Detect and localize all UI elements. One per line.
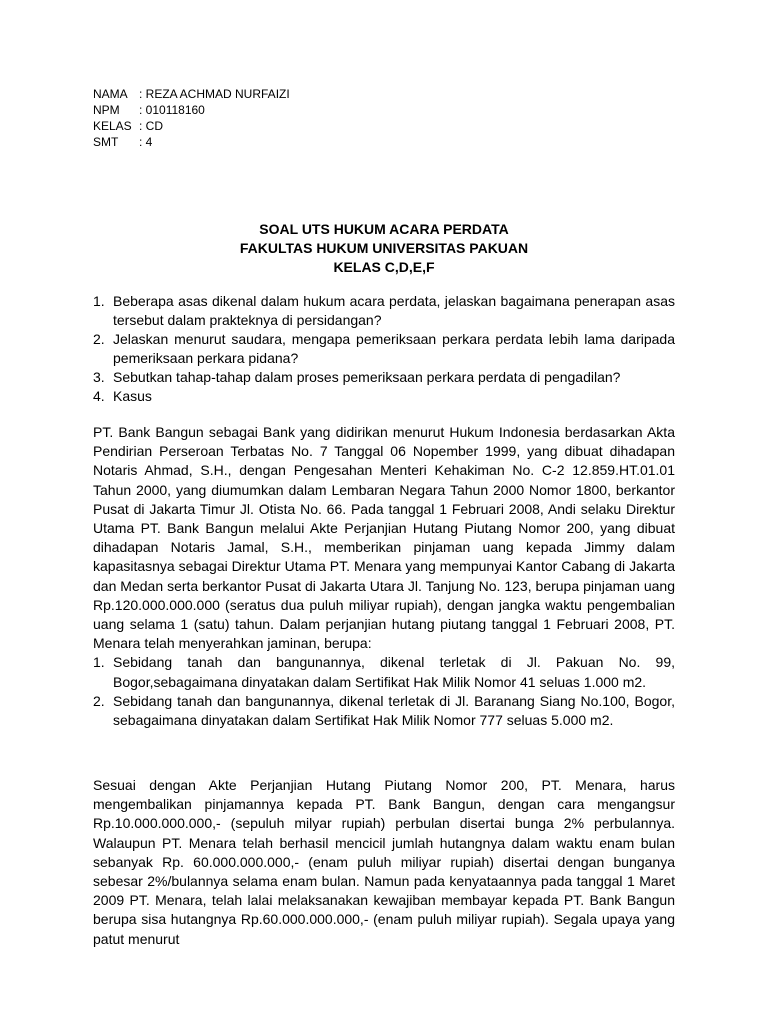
identity-row-name <box>93 86 290 102</box>
title-line-2: FAKULTAS HUKUM UNIVERSITAS PAKUAN <box>239 240 529 256</box>
identity-row-npm <box>93 102 290 118</box>
identity-label: NAMA <box>93 87 128 101</box>
collateral-item <box>93 653 675 691</box>
identity-label: SMT <box>93 135 119 149</box>
question-text: Sebutkan tahap-tahap dalam proses pemeriksaan perkara perdata di pengadilan? <box>113 369 621 385</box>
question-number: 4. <box>93 388 105 404</box>
question-text: Beberapa asas dikenal dalam hukum acara perdata, jelaskan bagaimana penerapan asas tersebut dalam prakteknya di persidangan? <box>113 293 675 328</box>
title-line-1: SOAL UTS HUKUM ACARA PERDATA <box>259 221 509 237</box>
question-list <box>93 292 675 406</box>
question-text: Jelaskan menurut saudara, mengapa pemeriksaan perkara perdata lebih lama daripada pemeriksaan perkara pidana? <box>113 331 675 366</box>
question-item <box>93 330 675 368</box>
question-item <box>93 387 675 406</box>
identity-row-semester <box>93 134 290 150</box>
question-number: 2. <box>93 331 105 347</box>
title-line-3: KELAS C,D,E,F <box>333 259 435 275</box>
question-number: 1. <box>93 293 105 309</box>
identity-value: : REZA ACHMAD NURFAIZI <box>139 87 290 101</box>
question-number: 3. <box>93 369 105 385</box>
identity-value: : 010118160 <box>139 103 205 117</box>
identity-label: NPM <box>93 103 120 117</box>
collateral-text: Sebidang tanah dan bangunannya, dikenal terletak di Jl. Baranang Siang No.100, Bogor, sebagaimana dinyatakan dalam Sertifikat Hak Milik Nomor 777 seluas 5.000 m2. <box>113 692 675 729</box>
identity-value: : CD <box>139 119 163 133</box>
question-item <box>93 368 675 387</box>
identity-row-class <box>93 118 290 134</box>
student-identity <box>93 86 290 150</box>
case-paragraph-2: Sesuai dengan Akte Perjanjian Hutang Piutang Nomor 200, PT. Menara, harus mengembalikan pinjamannya kepada PT. Bank Bangun, dengan cara mengangsur Rp.10.000.000.000,- (sepuluh milyar rupiah) perbulan disertai bunga 2% perbulannya. Walaupun PT. Menara telah berhasil mencicil jumlah hutangnya dalam waktu enam bulan sebanyak Rp. 60.000.000.000,- (enam puluh miliyar rupiah) disertai dengan bunganya sebesar 2%/bulannya selama enam bulan. Namun pada kenyataannya pada tanggal 1 Maret 2009 PT. Menara, telah lalai melaksanakan kewajiban membayar kepada PT. Bank Bangun berupa sisa hutangnya Rp.60.000.000.000,- (enam puluh miliyar rupiah). Segala upaya yang patut menurut <box>93 777 675 947</box>
collateral-number: 2. <box>93 692 105 709</box>
exam-title <box>93 220 675 277</box>
collateral-text: Sebidang tanah dan bangunannya, dikenal terletak di Jl. Pakuan No. 99, Bogor,sebagaimana dinyatakan dalam Sertifikat Hak Milik Nomor 41 seluas 1.000 m2. <box>113 654 675 690</box>
identity-label: KELAS <box>93 119 132 133</box>
collateral-number: 1. <box>93 654 105 671</box>
question-item <box>93 292 675 330</box>
case-section <box>93 423 675 730</box>
identity-value: : 4 <box>139 135 153 149</box>
question-text: Kasus <box>113 388 152 404</box>
case-paragraph-1: PT. Bank Bangun sebagai Bank yang didirikan menurut Hukum Indonesia berdasarkan Akta Pendirian Perseroan Terbatas No. 7 Tanggal 06 Nopember 1999, yang dibuat dihadapan Notaris Ahmad, S.H., dengan Pengesahan Menteri Kehakiman No. C-2 12.859.HT.01.01 Tahun 2000, yang diumumkan dalam Lembaran Negara Tahun 2000 Nomor 1800, berkantor Pusat di Jakarta Timur Jl. Otista No. 66. Pada tanggal 1 Februari 2008, Andi selaku Direktur Utama PT. Bank Bangun melalui Akte Perjanjian Hutang Piutang Nomor 200, yang dibuat dihadapan Notaris Jamal, S.H., memberikan pinjaman uang kepada Jimmy dalam kapasitasnya sebagai Direktur Utama PT. Menara yang mempunyai Kantor Cabang di Jakarta dan Medan serta berkantor Pusat di Jakarta Utara Jl. Tanjung No. 123, berupa pinjaman uang Rp.120.000.000.000 (seratus dua puluh miliyar rupiah), dengan jangka waktu pengembalian uang selama 1 (satu) tahun. Dalam perjanjian hutang piutang tanggal 1 Februari 2008, PT. Menara telah menyerahkan jaminan, berupa: <box>93 424 675 652</box>
collateral-item <box>93 692 675 730</box>
